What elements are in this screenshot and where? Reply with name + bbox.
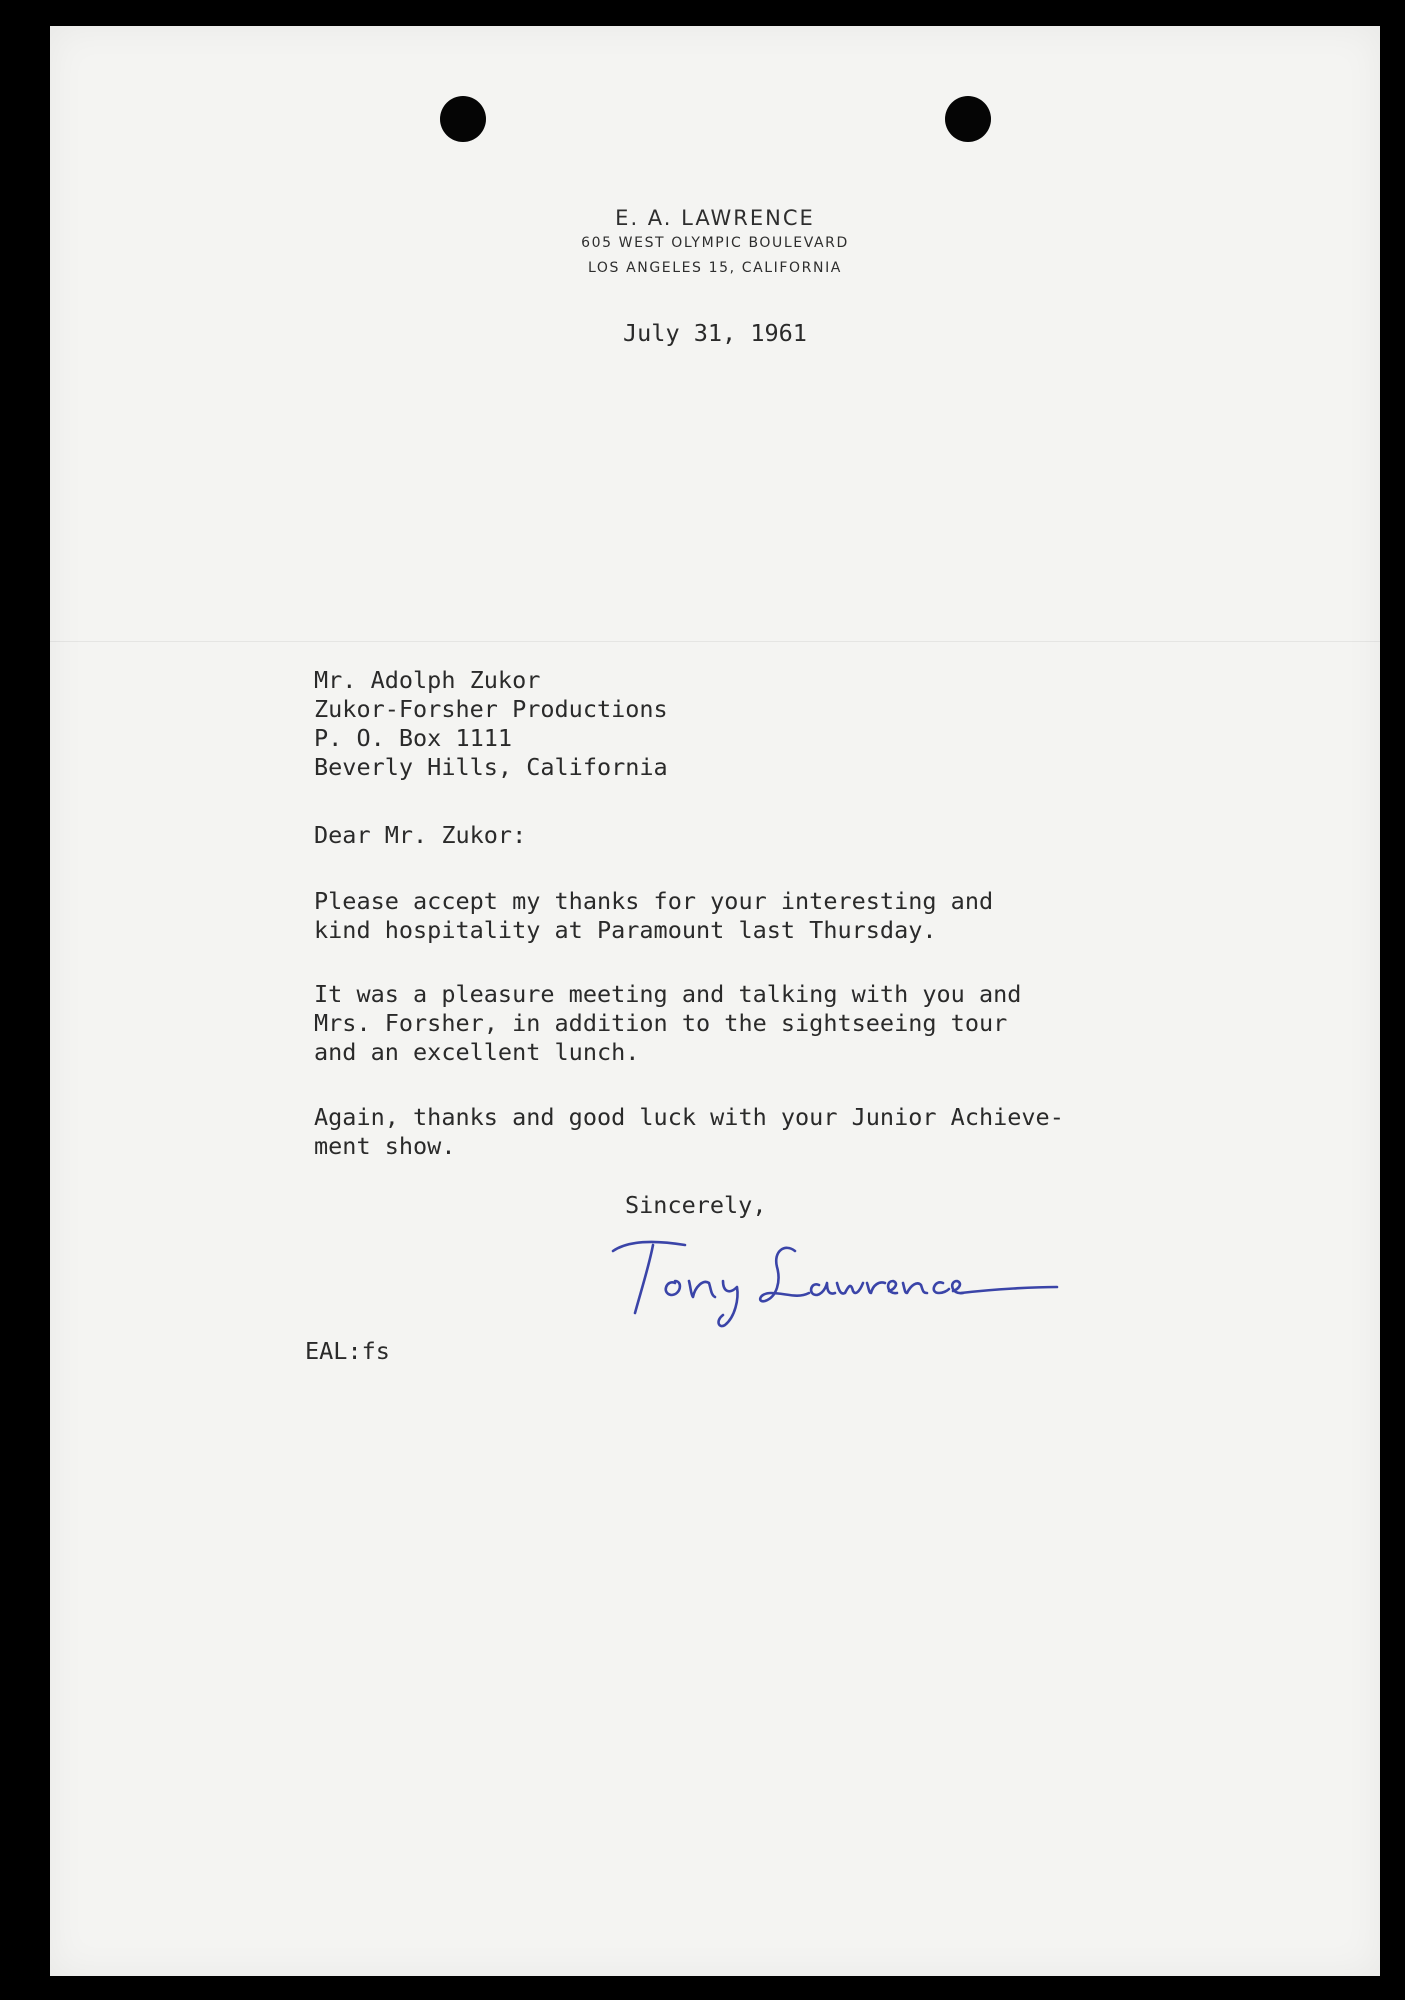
letter-date: July 31, 1961 <box>623 319 807 347</box>
closing: Sincerely, <box>625 1191 767 1219</box>
body-paragraph2-line3: and an excellent lunch. <box>314 1038 640 1066</box>
letterhead-name: E. A. LAWRENCE <box>615 206 815 230</box>
body-paragraph2-line1: It was a pleasure meeting and talking with you and <box>314 980 1022 1008</box>
body-paragraph3-line1: Again, thanks and good luck with your Junior Achieve- <box>314 1103 1064 1131</box>
reference-initials: EAL:fs <box>305 1337 390 1365</box>
letterhead-address-line2: LOS ANGELES 15, CALIFORNIA <box>588 260 842 276</box>
salutation: Dear Mr. Zukor: <box>314 821 527 849</box>
punch-hole-right <box>945 96 991 142</box>
body-paragraph1-line2: kind hospitality at Paramount last Thursday. <box>314 916 937 944</box>
body-paragraph2-line2: Mrs. Forsher, in addition to the sightseeing tour <box>314 1009 1008 1037</box>
body-paragraph3-line2: ment show. <box>314 1132 456 1160</box>
recipient-line1: Mr. Adolph Zukor <box>314 666 541 694</box>
recipient-line4: Beverly Hills, California <box>314 753 668 781</box>
body-paragraph1-line1: Please accept my thanks for your interesting and <box>314 887 994 915</box>
recipient-line2: Zukor-Forsher Productions <box>314 695 668 723</box>
letter-paper <box>50 26 1380 1976</box>
recipient-line3: P. O. Box 1111 <box>314 724 513 752</box>
punch-hole-left <box>440 96 486 142</box>
handwritten-signature <box>605 1221 1065 1336</box>
paper-fold-line <box>50 641 1380 642</box>
letterhead-address-line1: 605 WEST OLYMPIC BOULEVARD <box>581 235 849 251</box>
